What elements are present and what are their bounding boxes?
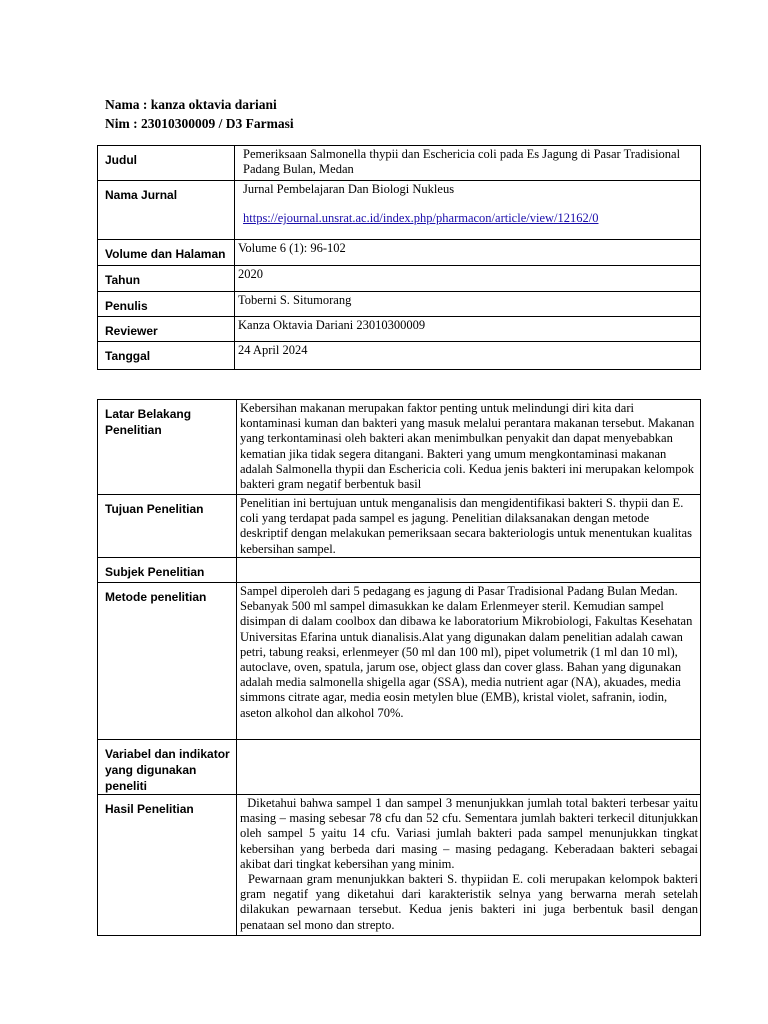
value-latar-belakang: Kebersihan makanan merupakan faktor penting untuk melindungi diri kita dari kontaminasi kuman dan bakteri yang masuk melalui perantara makanan tersebut. Makanan yang terkontaminasi oleh bakteri akan menimbulkan penyakit dan dapat menyebabkan kematian jika tidak segera ditangani. Bakteri yang umum mengkontaminasi makanan adalah Salmonella thypii dan Eschericia coli. Kedua jenis bakteri ini merupakan kelompok bakteri gram negatif berbentuk basil <box>237 400 701 495</box>
label-tanggal: Tanggal <box>98 342 235 370</box>
value-hasil-paragraph-1: Diketahui bahwa sampel 1 dan sampel 3 menunjukkan jumlah total bakteri terbesar yaitu masing – masing sebesar 78 cfu dan 52 cfu. Sementara jumlah bakteri terkecil ditunjukkan oleh sampel 5 yaitu 14 cfu. Variasi jumlah bakteri pada sampel menunjukkan tingkat kebersihan yang berbeda dari masing – masing pedagang. Keberadaan bakteri sebagai akibat dari tingkat kebersihan yang minim. <box>240 796 702 871</box>
value-subjek <box>237 558 701 583</box>
value-hasil-cell <box>237 795 701 936</box>
label-nama-jurnal: Nama Jurnal <box>98 181 235 240</box>
label-metode: Metode penelitian <box>98 583 237 740</box>
value-metode: Sampel diperoleh dari 5 pedagang es jagung di Pasar Tradisional Padang Bulan Medan. Sebanyak 500 ml sampel dimasukkan ke dalam Erlenmeyer steril. Kemudian sampel disimpan di dalam coolbox dan dibawa ke laboratorium Mikrobiologi, Fakultas Kesehatan Universitas Efarina untuk dianalisis.Alat yang digunakan dalam penelitian adalah cawan petri, tabung reaksi, erlenmeyer (50 ml dan 100 ml), pipet volumetrik (1 ml dan 10 ml), autoclave, oven, spatula, jarum ose, object glass dan cover glass. Bahan yang digunakan adalah media salmonella shigella agar (SSA), media nutrient agar (NA), akuades, media simmons citrate agar, media eosin metylen blue (EMB), kristal violet, safranin, iodin, aseton alkohol dan alkohol 70%. <box>237 583 701 740</box>
label-hasil: Hasil Penelitian <box>98 795 237 936</box>
value-reviewer: Kanza Oktavia Dariani 23010300009 <box>235 317 701 342</box>
student-nim: Nim : 23010300009 / D3 Farmasi <box>105 116 294 131</box>
review-table <box>97 399 701 936</box>
value-hasil-paragraph-2: Pewarnaan gram menunjukkan bakteri S. thypiidan E. coli merupakan kelompok bakteri gram negatif yang diketahui dari karakteristik selnya yang berwarna merah setelah dilakukan pewarnaan tersebut. Kedua jenis bakteri ini juga berbentuk basil dengan penataan sel mono dan strepto. <box>240 872 702 932</box>
student-name: Nama : kanza oktavia dariani <box>105 97 277 112</box>
label-subjek: Subjek Penelitian <box>98 558 237 583</box>
row-judul <box>98 146 701 181</box>
row-latar-belakang <box>98 400 701 495</box>
row-tujuan <box>98 495 701 558</box>
row-variabel <box>98 740 701 795</box>
journal-info-table <box>97 145 701 370</box>
value-tujuan: Penelitian ini bertujuan untuk menganalisis dan mengidentifikasi bakteri S. thypii dan E. coli yang terdapat pada sampel es jagung. Penelitian dilaksanakan dengan metode deskriptif dengan melakukan pemeriksaan secara bakteriologis untuk menentukan kualitas kebersihan sampel. <box>237 495 701 558</box>
label-tujuan: Tujuan Penelitian <box>98 495 237 558</box>
label-latar-belakang: Latar Belakang Penelitian <box>98 400 237 495</box>
row-volume <box>98 240 701 266</box>
document-header <box>105 95 294 133</box>
row-tanggal <box>98 342 701 370</box>
value-tanggal: 24 April 2024 <box>235 342 701 370</box>
value-volume: Volume 6 (1): 96-102 <box>235 240 701 266</box>
row-reviewer <box>98 317 701 342</box>
value-variabel <box>237 740 701 795</box>
value-nama-jurnal-cell <box>235 181 701 240</box>
label-volume: Volume dan Halaman <box>98 240 235 266</box>
row-penulis <box>98 292 701 317</box>
label-judul: Judul <box>98 146 235 181</box>
row-tahun <box>98 266 701 292</box>
jurnal-link[interactable]: https://ejournal.unsrat.ac.id/index.php/pharmacon/article/view/12162/0 <box>243 211 599 226</box>
value-nama-jurnal: Jurnal Pembelajaran Dan Biologi Nukleus <box>243 182 455 196</box>
label-penulis: Penulis <box>98 292 235 317</box>
label-reviewer: Reviewer <box>98 317 235 342</box>
row-subjek <box>98 558 701 583</box>
row-metode <box>98 583 701 740</box>
row-nama-jurnal <box>98 181 701 240</box>
value-judul: Pemeriksaan Salmonella thypii dan Eschericia coli pada Es Jagung di Pasar Tradisional Padang Bulan, Medan <box>235 146 701 181</box>
label-tahun: Tahun <box>98 266 235 292</box>
row-hasil <box>98 795 701 936</box>
value-penulis: Toberni S. Situmorang <box>235 292 701 317</box>
label-variabel: Variabel dan indikator yang digunakan peneliti <box>98 740 237 795</box>
value-tahun: 2020 <box>235 266 701 292</box>
